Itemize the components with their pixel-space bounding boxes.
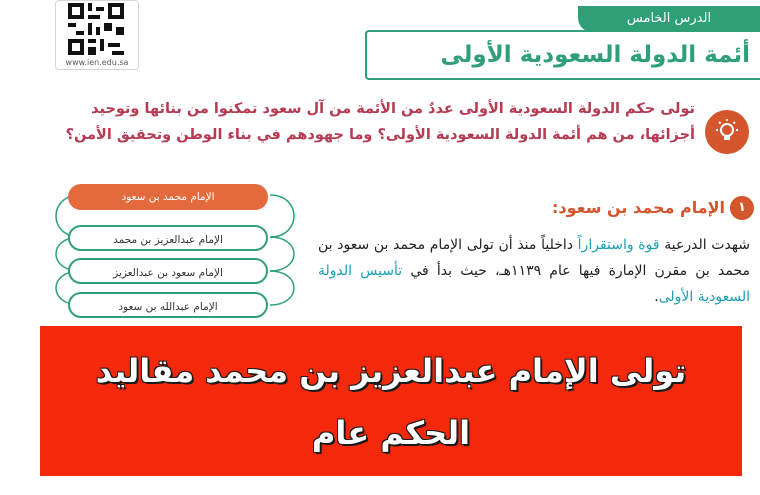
page-title: أئمة الدولة السعودية الأولى bbox=[440, 42, 750, 68]
section-number: ١ bbox=[730, 196, 754, 220]
lightbulb-icon bbox=[705, 110, 749, 154]
headline-banner bbox=[40, 326, 742, 476]
paragraph-text-1: شهدت الدرعية bbox=[659, 237, 750, 253]
body-paragraph bbox=[318, 232, 750, 310]
highlight-founding: تأسيس الدولة السعودية الأولى bbox=[318, 263, 750, 305]
lesson-label: الدرس الخامس bbox=[578, 6, 760, 32]
section-title: الإمام محمد بن سعود: bbox=[552, 198, 725, 217]
qr-code-icon bbox=[68, 3, 124, 55]
imam-item-1: الإمام محمد بن سعود bbox=[68, 184, 268, 210]
imam-item-2: الإمام عبدالعزيز بن محمد bbox=[68, 225, 268, 251]
qr-url[interactable]: www.ien.edu.sa bbox=[65, 58, 129, 67]
imam-item-4: الإمام عبدالله بن سعود bbox=[68, 292, 268, 318]
banner-line-2: الحكم عام bbox=[311, 414, 471, 452]
banner-line-1: تولى الإمام عبدالعزيز بن محمد مقاليد bbox=[95, 352, 687, 390]
qr-code-card[interactable] bbox=[55, 0, 139, 70]
imam-item-3: الإمام سعود بن عبدالعزيز bbox=[68, 258, 268, 284]
paragraph-text-3: . bbox=[654, 289, 659, 305]
highlight-strength: قوة واستقراراً bbox=[577, 237, 660, 253]
paragraph-text-2: داخلياً منذ أن تولى الإمام محمد بن سعود بن محمد بن مقرن الإمارة فيها عام ١١٣٩هـ، حيث بدأ في bbox=[318, 237, 750, 279]
intro-text: تولى حكم الدولة السعودية الأولى عددٌ من الأئمة من آل سعود تمكنوا من بنائها وتوحيد أجزائها، من هم أئمة الدولة السعودية الأولى؟ وما جهودهم في بناء الوطن وتحقيق الأمن؟ bbox=[65, 101, 695, 143]
